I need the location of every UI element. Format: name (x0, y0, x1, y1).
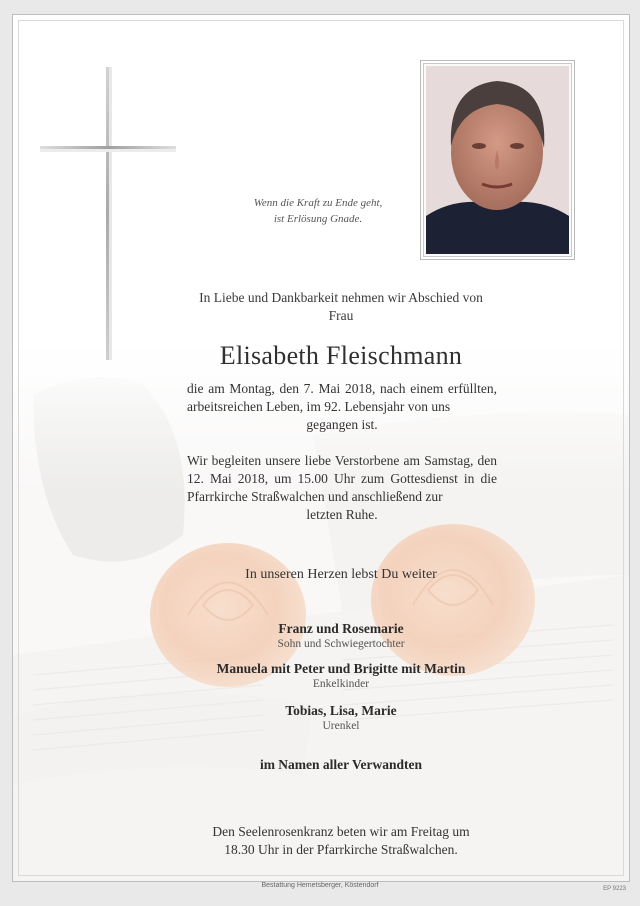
rosary-notice (183, 823, 499, 859)
funeral-paragraph-body: Wir begleiten unsere liebe Verstorbene am Samstag, den 12. Mai 2018, um 15.00 Uhr zum Gottesdienst in die Pfarrkirche Straßwalchen und anschließend zur (187, 453, 497, 504)
funeral-home-footer: Bestattung Hemetsberger, Köstendorf (261, 882, 379, 889)
obituary-sheet (12, 14, 630, 882)
family-names: Manuela mit Peter und Brigitte mit Martin (216, 661, 466, 676)
family-relation: Urenkel (322, 720, 360, 732)
death-paragraph-last-line: gegangen ist. (306, 417, 378, 432)
funeral-paragraph (187, 452, 497, 524)
deceased-name: Elisabeth Fleischmann (219, 341, 463, 370)
quote-line: Wenn die Kraft zu Ende geht, (253, 197, 383, 209)
rosary-line: 18.30 Uhr in der Pfarrkirche Straßwalchen. (224, 842, 458, 857)
quote-line: ist Erlösung Gnade. (273, 213, 363, 225)
family-relation: Sohn und Schwiegertochter (277, 638, 405, 650)
quote (243, 195, 393, 227)
death-paragraph-body: die am Montag, den 7. Mai 2018, nach einem erfüllten, arbeitsreichen Leben, im 92. Lebensjahr von uns (187, 381, 497, 414)
family-group (183, 621, 499, 651)
intro-line: In Liebe und Dankbarkeit nehmen wir Abschied von (199, 290, 483, 305)
death-paragraph (187, 380, 497, 434)
family-group (163, 661, 519, 691)
intro-text (183, 289, 499, 325)
portrait-image (426, 66, 569, 254)
closing-line: im Namen aller Verwandten (259, 757, 423, 772)
rosary-line: Den Seelenrosenkranz beten wir am Freitag um (212, 824, 470, 839)
intro-line: Frau (328, 308, 354, 323)
document-code: EP 9223 (603, 886, 626, 892)
cross-icon-vertical (106, 67, 109, 360)
family-relation: Enkelkinder (312, 678, 370, 690)
cross-icon-horizontal (40, 146, 176, 149)
family-group (183, 703, 499, 733)
funeral-paragraph-last-line: letzten Ruhe. (306, 507, 378, 522)
family-names: Franz und Rosemarie (278, 621, 404, 636)
portrait-photo (420, 60, 575, 260)
family-names: Tobias, Lisa, Marie (285, 703, 397, 718)
motto: In unseren Herzen lebst Du weiter (245, 567, 437, 582)
